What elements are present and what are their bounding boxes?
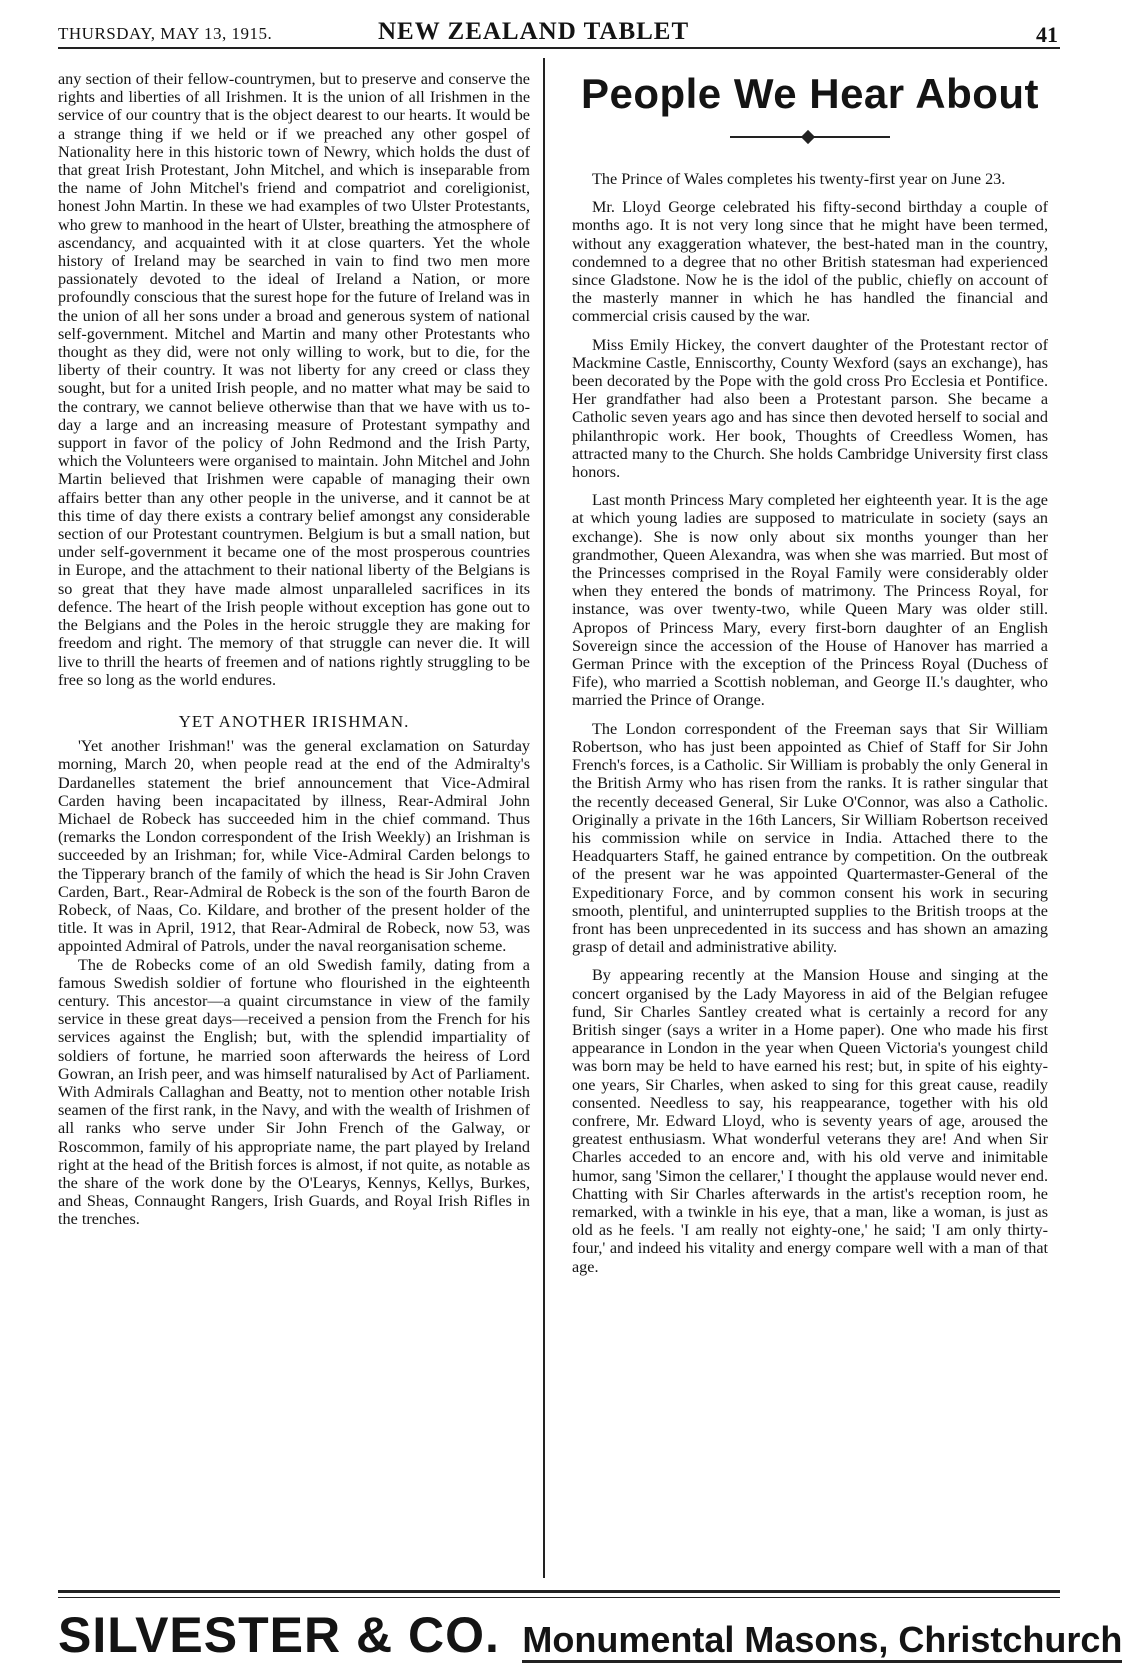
news-item: By appearing recently at the Mansion House and singing at the concert organised by the Lady Mayoress in aid of the Belgian refugee fund, Sir Charles Santley created what is certainly a record for any British singer (says a writer in a Home paper). One who made his first appearance in London in the year when Queen Victoria's youngest child was born may be held to have earned his rest; but, in spite of his eighty-one years, Sir Charles, when asked to sing for this great cause, readily consented. Needless to say, his reappearance, together with his old confrere, Mr. Edward Lloyd, who is seventy years of age, aroused the greatest enthusiasm. What wonderful veterans they are! And when Sir Charles acceded to an encore and, with his old verve and inimitable humor, sang 'Simon the cellarer,' I thought the applause would never end. Chatting with Sir Charles afterwards in the artist's reception room, he remarked, with a twinkle in his eye, that a man, like a woman, is just as old as he feels. 'I am really not eighty-one,' he said; 'I am only thirty-four,' and indeed his vitality and energy compare well with a man of that age.: [572, 966, 1048, 1276]
news-item: Mr. Lloyd George celebrated his fifty-second birthday a couple of months ago. It is not very long since that he might have been termed, without any exaggeration whatever, the best-hated man in the country, condemned to a degree that no other British statesman had experienced since Gladstone. Now he is the idol of the public, chiefly on account of the masterly manner in which he has handled the financial and commercial crisis caused by the war.: [572, 198, 1048, 326]
left-column: [58, 70, 530, 1229]
diamond-ornament-icon: [801, 130, 815, 144]
article-paragraph: 'Yet another Irishman!' was the general exclamation on Saturday morning, March 20, when people read at the end of the Admiralty's Dardanelles statement the brief announcement that Vice-Admiral Carden having been incapacitated by illness, Rear-Admiral John Michael de Robeck has succeeded him in the chief command. Thus (remarks the London correspondent of the Irish Weekly) an Irishman is succeeded by an Irishman; for, while Vice-Admiral Carden belongs to the Tipperary branch of the family of which the head is Sir John Craven Carden, Bart., Rear-Admiral de Robeck is the son of the fourth Baron de Robeck, of Naas, Co. Kildare, and brother of the present holder of the title. It was in April, 1912, that Rear-Admiral de Robeck, now 53, was appointed Admiral of Patrols, under the naval reorganisation scheme.: [58, 737, 530, 956]
advertiser-tagline: Monumental Masons, Christchurch: [522, 1619, 1122, 1663]
news-item: The Prince of Wales completes his twenty-first year on June 23.: [592, 170, 1006, 188]
right-column: [572, 70, 1048, 1286]
advertisement-banner: [58, 1606, 1122, 1664]
page-header: [58, 18, 1058, 48]
advertiser-name: SILVESTER & CO.: [58, 1607, 500, 1663]
footer-rule: [58, 1590, 1060, 1593]
issue-date: THURSDAY, MAY 13, 1915.: [58, 24, 273, 43]
feature-title: People We Hear About: [580, 70, 1040, 117]
article-paragraph: The de Robecks come of an old Swedish family, dating from a famous Swedish soldier of fortune who flourished in the eighteenth century. This ancestor—a quaint circumstance in view of the family service in these great days—received a pension from the French for his services against the English; but, with the splendid impartiality of soldiers of fortune, he married soon afterwards the heiress of Lord Gowran, an Irish peer, and was himself naturalised by Act of Parliament. With Admirals Callaghan and Beatty, not to mention other notable Irish seamen of the first rank, in the Navy, and with the wealth of Irishmen of all ranks who serve under Sir John French of the Galway, or Roscommon, family of his appropriate name, the part played by Ireland right at the head of the British forces is almost, if not quite, as notable as the share of the work done by the O'Learys, Kennys, Kellys, Burkes, and Sheas, Connaught Rangers, Irish Guards, and Royal Irish Rifles in the trenches.: [58, 955, 530, 1229]
article-paragraph: any section of their fellow-countrymen, but to preserve and conserve the rights and liberties of all Irishmen. It is the union of all Irishmen in the service of our country that is the object dearest to our hearts. It would be a strange thing if we held or if we preached any other gospel of Nationality here in this historic town of Newry, which holds the dust of that great Irish Protestant, John Mitchel, and which is inseparable from the name of John Mitchel's friend and compatriot and coreligionist, honest John Martin. In these we had examples of two Ulster Protestants, who grew to manhood in the heart of Ulster, breathing the atmosphere of ascendancy, and acquainted with it at close quarters. Yet the whole history of Ireland may be searched in vain to find two men more passionately devoted to the ideal of Ireland a Nation, or more profoundly conscious that the surest hope for the future of Ireland was in the union of all her sons under a broad and generous system of national self-government. Mitchel and Martin and many other Protestants who thought as they did, were not only willing to work, but to die, for the liberty of their country. It was not liberty for any creed or class they sought, but for a united Irish people, and no matter what may be said to the contrary, we cannot believe otherwise than that we have with us to-day a large and an increasing measure of Protestant sympathy and support in favor of the policy of John Redmond and the Irish Party, which the Volunteers were organised to maintain. John Mitchel and John Martin believed that Irishmen were capable of managing their own affairs better than any other people in the universe, and it cannot be at this time of day there exists a contrary belief amongst any considerable section of our Protestant countrymen. Belgium is but a small nation, but under self-government it became one of the most prosperous countries in Europe, and the attachment to their national liberty of the Belgians is so great that they have made almost unparalleled sacrifices in its defence. The heart of the Irish people without exception has gone out to the Belgians and the Poles in the heroic struggle they are making for freedom and right. The memory of that struggle can never die. It will live to thrill the hearts of freemen and of nations rightly struggling to be free so long as the world endures.: [58, 70, 531, 689]
column-divider: [543, 58, 545, 1578]
news-item: The London correspondent of the Freeman says that Sir William Robertson, who has just been appointed as Chief of Staff for Sir John French's forces, is a Catholic. Sir William is probably the only General in the British Army who has risen from the ranks. It is rather singular that the recently deceased General, Sir Luke O'Connor, was also a Catholic. Originally a private in the 16th Lancers, Sir William Robertson received his commission while on service in India. Attached there to the Headquarters Staff, he gained entrance by competition. On the outbreak of the present war he was appointed Quartermaster-General of the Expeditionary Force, and by common consent his work in securing smooth, plentiful, and uninterrupted supplies to the British troops at the front has been unprecedented in its success and has shown an amazing grasp of detail and administrative ability.: [572, 719, 1048, 957]
footer-rule-thin: [58, 1597, 1060, 1598]
section-heading: YET ANOTHER IRISHMAN.: [178, 711, 410, 731]
ornamental-rule: [730, 130, 890, 144]
news-item: Last month Princess Mary completed her eighteenth year. It is the age at which young ladies are supposed to matriculate in society (says an exchange). She is now only about six months younger than her grandmother, Queen Alexandra, was when she was married. But most of the Princesses comprised in the Royal Family were considerably older when they entered the bonds of matrimony. The Princess Royal, for instance, was over twenty-two, while Queen Mary was older still. Apropos of Princess Mary, every first-born daughter of an English Sovereign since the accession of the House of Hanover has married a German Prince with the exception of the Princess Royal (Duchess of Fife), who married a Scottish nobleman, and George II.'s daughter, who married the Prince of Orange.: [572, 491, 1048, 710]
page-number: 41: [1036, 22, 1058, 47]
news-item: Miss Emily Hickey, the convert daughter of the Protestant rector of Mackmine Castle, Enniscorthy, County Wexford (says an exchange), has been decorated by the Pope with the gold cross Pro Ecclesia et Pontifice. Her grandfather had also been a Protestant parson. She became a Catholic seven years ago and has since then devoted herself to social and philanthropic work. Her book, Thoughts of Creedless Women, has attracted many to the Church. She holds Cambridge University first class honors.: [572, 335, 1048, 482]
masthead: NEW ZEALAND TABLET: [378, 18, 690, 45]
header-rule: [58, 47, 1060, 49]
